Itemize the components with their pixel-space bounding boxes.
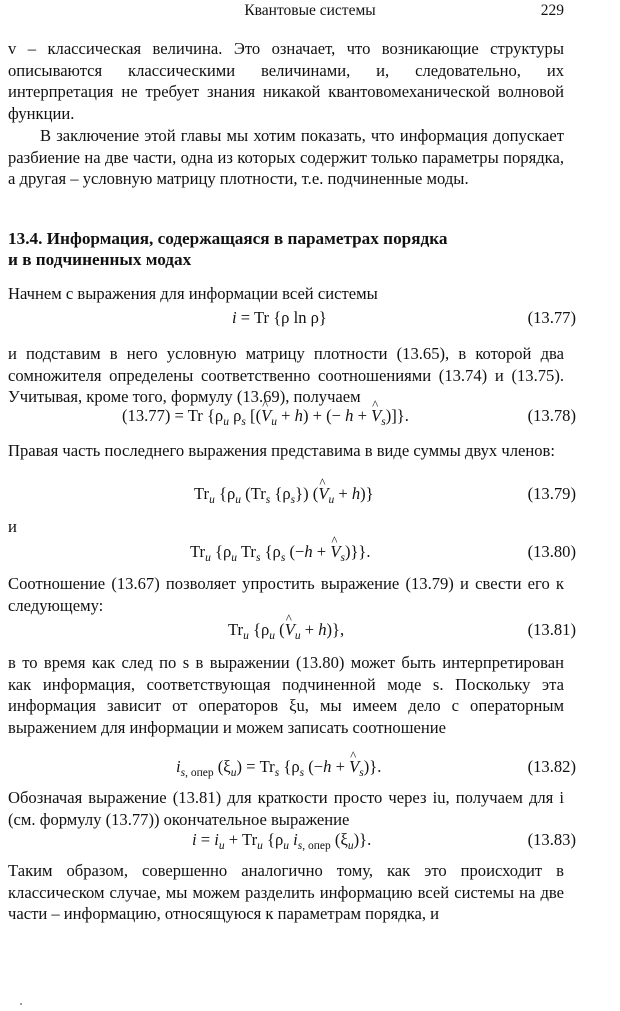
equation-number: (13.80) xyxy=(527,542,576,561)
running-header: Квантовые системы xyxy=(244,2,376,19)
equation-number: (13.78) xyxy=(527,406,576,425)
section-title-line1: Информация, содержащаяся в параметрах порядка xyxy=(46,229,448,248)
equation-13-78 xyxy=(0,406,576,430)
paragraph-conclusion: В заключение этой главы мы хотим показать, что информация допускает разбиение на две части, одна из которых содержит только параметры порядка, а другая – условную матрицу плотности, т.е. подчиненные моды. xyxy=(8,126,564,188)
scan-speck xyxy=(20,1003,22,1005)
section-number: 13.4. xyxy=(8,229,43,248)
paragraph-substitute: и подставим в него условную матрицу плотности (13.65), в которой два сомножителя определены соответственно соотношениями (13.74) и (13.75). Учитывая, кроме того, формулу (13.69), получаем xyxy=(8,344,564,406)
paragraph-start-expression: Начнем с выражения для информации всей системы xyxy=(8,284,378,303)
equation-number: (13.83) xyxy=(527,830,576,849)
section-heading xyxy=(8,228,564,270)
equation-body: $Tr_u$ {$\rho_u$ ($Tr_s$ $\{\rho_s\}$) (^ $V_u + h$)} xyxy=(194,484,374,506)
equation-number: (13.79) xyxy=(527,484,576,503)
paragraph-trace-interpretation: в то время как след по s в выражении (13.80) может быть интерпретирован как информация, соответствующая подчиненной моде s. Поскольку эта информация зависит от операторов ξu, мы имеем дело с операторным выражением для информации и можем записать соотношение xyxy=(8,653,564,737)
equation-13-79 xyxy=(0,484,576,508)
paragraph-denote: Обозначая выражение (13.81) для краткости просто через iu, получаем для i (см. формулу (13.77)) окончательное выражение xyxy=(8,788,564,829)
equation-13-77 xyxy=(0,308,576,332)
equation-13-82 xyxy=(0,757,576,781)
equation-13-83 xyxy=(0,830,576,854)
equation-number: (13.77) xyxy=(527,308,576,327)
paragraph-simplify: Соотношение (13.67) позволяет упростить выражение (13.79) и свести его к следующему: xyxy=(8,574,564,615)
equation-body: (13.77) = Tr {$\rho_u$ $\rho_s$ [(^ $V_u + h$) + (− h + ^ $V_s$)]}. xyxy=(122,406,409,428)
equation-13-81 xyxy=(0,620,576,644)
equation-body: $Tr_u$ {$\rho_u$ (^ $V_u + h$)}, xyxy=(228,620,344,642)
equation-number: (13.82) xyxy=(527,757,576,776)
paragraph-and: и xyxy=(8,517,17,536)
equation-body: $i = i_u + Tr_u$ {$\rho_u$ $i_{s, опер}$ $(\xi_u)$}. xyxy=(192,830,372,852)
page-number: 229 xyxy=(540,2,564,19)
equation-body: $i_{s, опер}$ $(\xi_u) = Tr_s$ {$\rho_s$ (−h + ^ $V_s$)}. xyxy=(176,757,381,779)
paragraph-classical-variable: v – классическая величина. Это означает, что возникающие структуры описываются классическими величинами, и, следовательно, их интерпретация не требует знания никакой квантовомеханической волновой функции. xyxy=(8,39,564,123)
equation-13-80 xyxy=(0,542,576,566)
equation-body: i = Tr {ρ ln ρ} xyxy=(232,308,327,327)
equation-number: (13.81) xyxy=(527,620,576,639)
paragraph-sum-two-terms: Правая часть последнего выражения представима в виде суммы двух членов: xyxy=(8,441,555,460)
section-title-line2: и в подчиненных модах xyxy=(8,250,192,269)
paragraph-final: Таким образом, совершенно аналогично тому, как это происходит в классическом случае, мы можем разделить информацию всей системы на две части – информацию, относящуюся к параметрам порядка, и xyxy=(8,861,564,923)
equation-body: $Tr_u$ {$\rho_u$ $Tr_s$ {$\rho_s$ (−h + ^ $V_s$)}}. xyxy=(190,542,371,564)
